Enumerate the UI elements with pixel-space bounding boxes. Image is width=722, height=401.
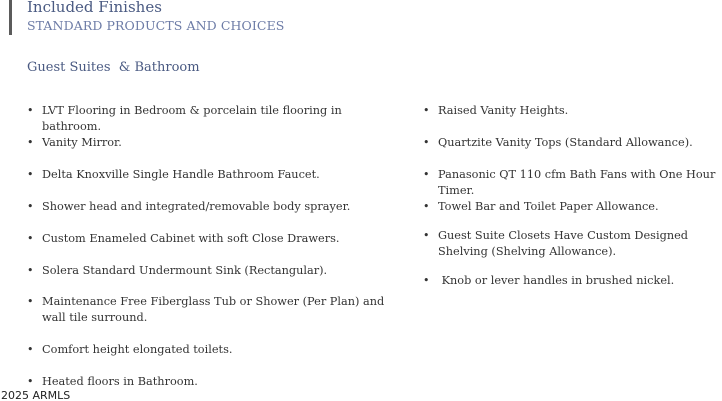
list-item-text: LVT Flooring in Bedroom & porcelain tile flooring in bathroom. <box>42 104 342 133</box>
section-heading: Guest Suites & Bathroom <box>27 60 200 75</box>
list-item <box>27 342 402 358</box>
bullet-icon: • <box>423 200 430 213</box>
bullet-icon: • <box>423 136 430 149</box>
list-item <box>27 263 402 279</box>
list-item <box>423 273 722 289</box>
list-item-text: Panasonic QT 110 cfm Bath Fans with One Hour Timer. <box>438 168 716 197</box>
list-item <box>423 167 722 199</box>
bullet-icon: • <box>27 295 34 308</box>
list-item-text: Heated floors in Bathroom. <box>42 375 198 388</box>
copyright-watermark: 2025 ARMLS <box>1 389 71 401</box>
list-item-text: Towel Bar and Toilet Paper Allowance. <box>438 200 659 213</box>
list-item-text: Custom Enameled Cabinet with soft Close Drawers. <box>42 232 340 245</box>
bullet-icon: • <box>423 104 430 117</box>
page-subtitle: STANDARD PRODUCTS AND CHOICES <box>27 18 285 33</box>
bullet-icon: • <box>27 343 34 356</box>
list-item-text: Quartzite Vanity Tops (Standard Allowance). <box>438 136 693 149</box>
list-item-text: Solera Standard Undermount Sink (Rectangular). <box>42 264 328 277</box>
list-item <box>27 294 402 326</box>
list-item-text: Knob or lever handles in brushed nickel. <box>438 274 675 287</box>
bullet-icon: • <box>27 104 34 117</box>
list-item <box>423 135 722 151</box>
bullet-icon: • <box>27 232 34 245</box>
list-item-text: Raised Vanity Heights. <box>438 104 569 117</box>
bullet-icon: • <box>27 136 34 149</box>
bullet-icon: • <box>423 274 430 287</box>
list-item <box>423 103 722 119</box>
bullet-icon: • <box>423 168 430 181</box>
list-item-text: Shower head and integrated/removable body sprayer. <box>42 200 351 213</box>
list-item <box>27 103 402 135</box>
bullet-icon: • <box>27 200 34 213</box>
bullet-icon: • <box>27 375 34 388</box>
list-item-text: Vanity Mirror. <box>42 136 122 149</box>
list-item-text: Delta Knoxville Single Handle Bathroom Faucet. <box>42 168 320 181</box>
list-item <box>27 374 402 390</box>
bullet-icon: • <box>27 264 34 277</box>
list-item <box>27 199 402 215</box>
list-item <box>27 135 402 151</box>
bullet-icon: • <box>423 229 430 242</box>
title-accent-bar <box>9 0 12 35</box>
list-item <box>423 199 722 215</box>
bullet-icon: • <box>27 168 34 181</box>
list-item <box>27 231 402 247</box>
list-item-text: Guest Suite Closets Have Custom Designed Shelving (Shelving Allowance). <box>438 229 689 258</box>
page-title: Included Finishes <box>27 0 162 16</box>
list-item <box>27 167 402 183</box>
list-item <box>423 228 722 260</box>
list-item-text: Comfort height elongated toilets. <box>42 343 233 356</box>
list-item-text: Maintenance Free Fiberglass Tub or Shower (Per Plan) and wall tile surround. <box>42 295 385 324</box>
